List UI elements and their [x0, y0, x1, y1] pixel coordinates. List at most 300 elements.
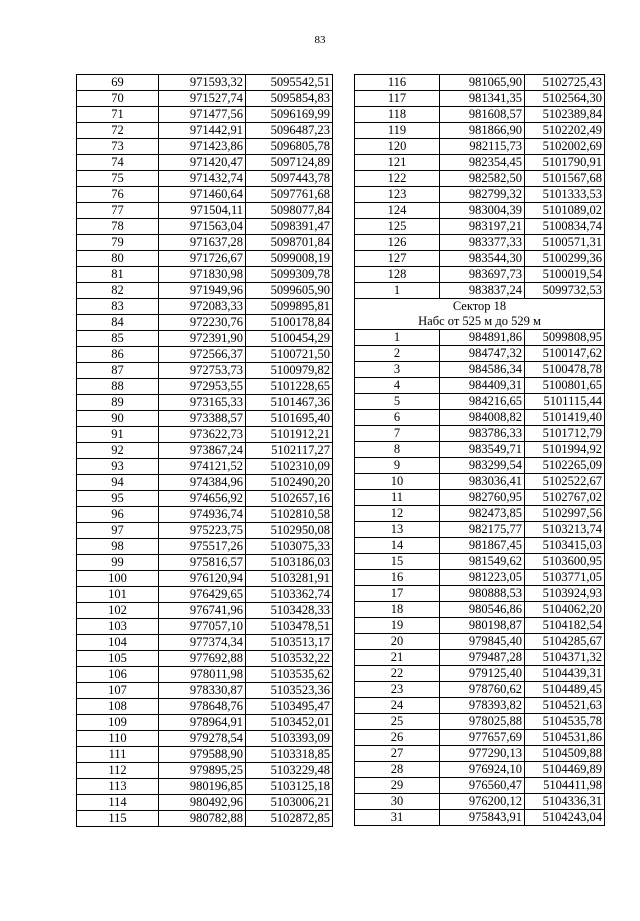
sector-header	[355, 299, 605, 330]
point-number-cell: 72	[77, 123, 159, 139]
x-coordinate-cell: 973165,33	[159, 395, 246, 411]
x-coordinate-cell: 972566,37	[159, 347, 246, 363]
point-number-cell: 113	[77, 779, 159, 795]
y-coordinate-cell: 5098391,47	[246, 219, 333, 235]
y-coordinate-cell: 5103006,21	[246, 795, 333, 811]
point-number-cell: 73	[77, 139, 159, 155]
point-number-cell: 30	[355, 794, 440, 810]
table-row	[355, 362, 605, 378]
point-number-cell: 103	[77, 619, 159, 635]
point-number-cell: 102	[77, 603, 159, 619]
table-row	[355, 474, 605, 490]
y-coordinate-cell: 5102117,27	[246, 443, 333, 459]
table-row	[355, 650, 605, 666]
point-number-cell: 20	[355, 634, 440, 650]
point-number-cell: 90	[77, 411, 159, 427]
x-coordinate-cell: 973388,57	[159, 411, 246, 427]
x-coordinate-cell: 975816,57	[159, 555, 246, 571]
point-number-cell: 94	[77, 475, 159, 491]
point-number-cell: 16	[355, 570, 440, 586]
table-row	[355, 666, 605, 682]
y-coordinate-cell: 5100478,78	[525, 362, 605, 378]
table-row	[77, 267, 333, 283]
point-number-cell: 1	[355, 330, 440, 346]
x-coordinate-cell: 972953,55	[159, 379, 246, 395]
y-coordinate-cell: 5101228,65	[246, 379, 333, 395]
x-coordinate-cell: 978330,87	[159, 683, 246, 699]
y-coordinate-cell: 5103924,93	[525, 586, 605, 602]
point-number-cell: 127	[355, 251, 440, 267]
y-coordinate-cell: 5102202,49	[525, 123, 605, 139]
x-coordinate-cell: 976560,47	[440, 778, 525, 794]
y-coordinate-cell: 5104521,63	[525, 698, 605, 714]
y-coordinate-cell: 5100721,50	[246, 347, 333, 363]
y-coordinate-cell: 5099808,95	[525, 330, 605, 346]
x-coordinate-cell: 978760,62	[440, 682, 525, 698]
y-coordinate-cell: 5104285,67	[525, 634, 605, 650]
x-coordinate-cell: 980888,53	[440, 586, 525, 602]
y-coordinate-cell: 5103478,51	[246, 619, 333, 635]
table-row	[77, 395, 333, 411]
table-row	[77, 763, 333, 779]
table-row	[355, 219, 605, 235]
y-coordinate-cell: 5102657,16	[246, 491, 333, 507]
table-row	[77, 699, 333, 715]
y-coordinate-cell: 5102810,58	[246, 507, 333, 523]
table-row	[77, 347, 333, 363]
y-coordinate-cell: 5103535,62	[246, 667, 333, 683]
y-coordinate-cell: 5103532,22	[246, 651, 333, 667]
x-coordinate-cell: 979125,40	[440, 666, 525, 682]
x-coordinate-cell: 983786,33	[440, 426, 525, 442]
point-number-cell: 95	[77, 491, 159, 507]
y-coordinate-cell: 5099732,53	[525, 283, 605, 299]
table-row	[77, 363, 333, 379]
y-coordinate-cell: 5103362,74	[246, 587, 333, 603]
y-coordinate-cell: 5101419,40	[525, 410, 605, 426]
y-coordinate-cell: 5103428,33	[246, 603, 333, 619]
table-row	[77, 75, 333, 91]
point-number-cell: 25	[355, 714, 440, 730]
point-number-cell: 119	[355, 123, 440, 139]
table-row	[77, 603, 333, 619]
table-row	[77, 107, 333, 123]
y-coordinate-cell: 5104439,31	[525, 666, 605, 682]
y-coordinate-cell: 5103495,47	[246, 699, 333, 715]
point-number-cell: 9	[355, 458, 440, 474]
table-row	[355, 426, 605, 442]
table-row	[77, 731, 333, 747]
y-coordinate-cell: 5103523,36	[246, 683, 333, 699]
point-number-cell: 4	[355, 378, 440, 394]
point-number-cell: 79	[77, 235, 159, 251]
table-row	[77, 443, 333, 459]
table-row	[77, 427, 333, 443]
y-coordinate-cell: 5101790,91	[525, 155, 605, 171]
x-coordinate-cell: 971460,64	[159, 187, 246, 203]
coordinates-table-right-body-after	[355, 330, 605, 826]
point-number-cell: 118	[355, 107, 440, 123]
y-coordinate-cell: 5104243,04	[525, 810, 605, 826]
x-coordinate-cell: 976120,94	[159, 571, 246, 587]
point-number-cell: 12	[355, 506, 440, 522]
table-row	[77, 459, 333, 475]
point-number-cell: 80	[77, 251, 159, 267]
table-row	[355, 554, 605, 570]
x-coordinate-cell: 971563,04	[159, 219, 246, 235]
table-row	[355, 251, 605, 267]
y-coordinate-cell: 5100801,65	[525, 378, 605, 394]
y-coordinate-cell: 5097761,68	[246, 187, 333, 203]
table-row	[355, 570, 605, 586]
point-number-cell: 93	[77, 459, 159, 475]
table-row	[355, 394, 605, 410]
x-coordinate-cell: 977374,34	[159, 635, 246, 651]
x-coordinate-cell: 981867,45	[440, 538, 525, 554]
x-coordinate-cell: 973867,24	[159, 443, 246, 459]
y-coordinate-cell: 5098077,84	[246, 203, 333, 219]
x-coordinate-cell: 979588,90	[159, 747, 246, 763]
table-row	[77, 283, 333, 299]
y-coordinate-cell: 5102265,09	[525, 458, 605, 474]
y-coordinate-cell: 5099895,81	[246, 299, 333, 315]
y-coordinate-cell: 5103229,48	[246, 763, 333, 779]
y-coordinate-cell: 5095854,83	[246, 91, 333, 107]
point-number-cell: 77	[77, 203, 159, 219]
table-row	[355, 187, 605, 203]
table-row	[355, 330, 605, 346]
point-number-cell: 78	[77, 219, 159, 235]
y-coordinate-cell: 5099309,78	[246, 267, 333, 283]
y-coordinate-cell: 5102950,08	[246, 523, 333, 539]
sector-title: Сектор 18	[355, 299, 605, 315]
y-coordinate-cell: 5102522,67	[525, 474, 605, 490]
coordinates-table-right-body-before	[355, 75, 605, 299]
table-row	[355, 618, 605, 634]
y-coordinate-cell: 5101089,02	[525, 203, 605, 219]
x-coordinate-cell: 983549,71	[440, 442, 525, 458]
table-row	[355, 283, 605, 299]
x-coordinate-cell: 974656,92	[159, 491, 246, 507]
table-row	[77, 571, 333, 587]
page-number: 83	[314, 34, 326, 46]
y-coordinate-cell: 5103452,01	[246, 715, 333, 731]
point-number-cell: 106	[77, 667, 159, 683]
x-coordinate-cell: 981866,90	[440, 123, 525, 139]
coordinates-table-right	[354, 74, 605, 826]
x-coordinate-cell: 975223,75	[159, 523, 246, 539]
table-row	[77, 683, 333, 699]
point-number-cell: 6	[355, 410, 440, 426]
y-coordinate-cell: 5100834,74	[525, 219, 605, 235]
table-row	[355, 171, 605, 187]
y-coordinate-cell: 5104411,98	[525, 778, 605, 794]
x-coordinate-cell: 983197,21	[440, 219, 525, 235]
x-coordinate-cell: 971593,32	[159, 75, 246, 91]
point-number-cell: 5	[355, 394, 440, 410]
point-number-cell: 110	[77, 731, 159, 747]
x-coordinate-cell: 979278,54	[159, 731, 246, 747]
point-number-cell: 108	[77, 699, 159, 715]
x-coordinate-cell: 979487,28	[440, 650, 525, 666]
x-coordinate-cell: 977692,88	[159, 651, 246, 667]
point-number-cell: 11	[355, 490, 440, 506]
x-coordinate-cell: 983697,73	[440, 267, 525, 283]
point-number-cell: 22	[355, 666, 440, 682]
y-coordinate-cell: 5103393,09	[246, 731, 333, 747]
x-coordinate-cell: 981608,57	[440, 107, 525, 123]
x-coordinate-cell: 978393,82	[440, 698, 525, 714]
table-row	[77, 139, 333, 155]
y-coordinate-cell: 5100979,82	[246, 363, 333, 379]
coordinates-table-left	[76, 74, 333, 827]
point-number-cell: 96	[77, 507, 159, 523]
point-number-cell: 89	[77, 395, 159, 411]
table-row	[77, 747, 333, 763]
table-row	[77, 411, 333, 427]
table-row	[355, 267, 605, 283]
x-coordinate-cell: 979895,25	[159, 763, 246, 779]
table-row	[355, 682, 605, 698]
y-coordinate-cell: 5104535,78	[525, 714, 605, 730]
y-coordinate-cell: 5096805,78	[246, 139, 333, 155]
y-coordinate-cell: 5103186,03	[246, 555, 333, 571]
x-coordinate-cell: 984008,82	[440, 410, 525, 426]
y-coordinate-cell: 5103075,33	[246, 539, 333, 555]
point-number-cell: 85	[77, 331, 159, 347]
y-coordinate-cell: 5102872,85	[246, 811, 333, 827]
y-coordinate-cell: 5103600,95	[525, 554, 605, 570]
point-number-cell: 74	[77, 155, 159, 171]
x-coordinate-cell: 981065,90	[440, 75, 525, 91]
table-row	[355, 442, 605, 458]
point-number-cell: 114	[77, 795, 159, 811]
x-coordinate-cell: 973622,73	[159, 427, 246, 443]
table-row	[77, 523, 333, 539]
table-row	[355, 235, 605, 251]
x-coordinate-cell: 980546,86	[440, 602, 525, 618]
table-row	[77, 779, 333, 795]
point-number-cell: 128	[355, 267, 440, 283]
y-coordinate-cell: 5102389,84	[525, 107, 605, 123]
point-number-cell: 120	[355, 139, 440, 155]
x-coordinate-cell: 982354,45	[440, 155, 525, 171]
point-number-cell: 3	[355, 362, 440, 378]
table-row	[355, 794, 605, 810]
table-row	[77, 315, 333, 331]
y-coordinate-cell: 5097124,89	[246, 155, 333, 171]
x-coordinate-cell: 971637,28	[159, 235, 246, 251]
x-coordinate-cell: 971432,74	[159, 171, 246, 187]
x-coordinate-cell: 984891,86	[440, 330, 525, 346]
table-row	[77, 539, 333, 555]
table-row	[77, 507, 333, 523]
y-coordinate-cell: 5103318,85	[246, 747, 333, 763]
y-coordinate-cell: 5101712,79	[525, 426, 605, 442]
table-row	[77, 475, 333, 491]
x-coordinate-cell: 976741,96	[159, 603, 246, 619]
x-coordinate-cell: 984747,32	[440, 346, 525, 362]
point-number-cell: 126	[355, 235, 440, 251]
x-coordinate-cell: 976200,12	[440, 794, 525, 810]
point-number-cell: 15	[355, 554, 440, 570]
y-coordinate-cell: 5104182,54	[525, 618, 605, 634]
point-number-cell: 21	[355, 650, 440, 666]
y-coordinate-cell: 5103125,18	[246, 779, 333, 795]
x-coordinate-cell: 983036,41	[440, 474, 525, 490]
x-coordinate-cell: 971477,56	[159, 107, 246, 123]
table-row	[77, 491, 333, 507]
table-row	[355, 139, 605, 155]
y-coordinate-cell: 5101695,40	[246, 411, 333, 427]
point-number-cell: 23	[355, 682, 440, 698]
table-row	[355, 762, 605, 778]
x-coordinate-cell: 980492,96	[159, 795, 246, 811]
point-number-cell: 70	[77, 91, 159, 107]
point-number-cell: 92	[77, 443, 159, 459]
point-number-cell: 17	[355, 586, 440, 602]
y-coordinate-cell: 5104336,31	[525, 794, 605, 810]
y-coordinate-cell: 5102490,20	[246, 475, 333, 491]
y-coordinate-cell: 5100019,54	[525, 267, 605, 283]
point-number-cell: 112	[77, 763, 159, 779]
point-number-cell: 18	[355, 602, 440, 618]
x-coordinate-cell: 982799,32	[440, 187, 525, 203]
point-number-cell: 88	[77, 379, 159, 395]
y-coordinate-cell: 5102002,69	[525, 139, 605, 155]
table-row	[77, 379, 333, 395]
point-number-cell: 100	[77, 571, 159, 587]
table-row	[355, 778, 605, 794]
x-coordinate-cell: 980196,85	[159, 779, 246, 795]
x-coordinate-cell: 972230,76	[159, 315, 246, 331]
y-coordinate-cell: 5100178,84	[246, 315, 333, 331]
x-coordinate-cell: 982760,95	[440, 490, 525, 506]
y-coordinate-cell: 5104469,89	[525, 762, 605, 778]
y-coordinate-cell: 5103513,17	[246, 635, 333, 651]
x-coordinate-cell: 972083,33	[159, 299, 246, 315]
y-coordinate-cell: 5100299,36	[525, 251, 605, 267]
point-number-cell: 84	[77, 315, 159, 331]
x-coordinate-cell: 977290,13	[440, 746, 525, 762]
point-number-cell: 101	[77, 587, 159, 603]
point-number-cell: 71	[77, 107, 159, 123]
sector-title-row	[355, 299, 605, 315]
table-row	[77, 91, 333, 107]
table-row	[77, 715, 333, 731]
x-coordinate-cell: 978025,88	[440, 714, 525, 730]
x-coordinate-cell: 974936,74	[159, 507, 246, 523]
point-number-cell: 7	[355, 426, 440, 442]
x-coordinate-cell: 983377,33	[440, 235, 525, 251]
table-row	[77, 187, 333, 203]
x-coordinate-cell: 976429,65	[159, 587, 246, 603]
x-coordinate-cell: 974121,52	[159, 459, 246, 475]
x-coordinate-cell: 980782,88	[159, 811, 246, 827]
table-row	[77, 219, 333, 235]
x-coordinate-cell: 983004,39	[440, 203, 525, 219]
x-coordinate-cell: 984586,34	[440, 362, 525, 378]
x-coordinate-cell: 982175,77	[440, 522, 525, 538]
sector-subtitle-row	[355, 314, 605, 330]
y-coordinate-cell: 5104489,45	[525, 682, 605, 698]
point-number-cell: 75	[77, 171, 159, 187]
point-number-cell: 125	[355, 219, 440, 235]
point-number-cell: 124	[355, 203, 440, 219]
y-coordinate-cell: 5100454,29	[246, 331, 333, 347]
x-coordinate-cell: 972753,73	[159, 363, 246, 379]
table-row	[77, 651, 333, 667]
point-number-cell: 13	[355, 522, 440, 538]
x-coordinate-cell: 981223,05	[440, 570, 525, 586]
table-row	[77, 587, 333, 603]
table-row	[77, 635, 333, 651]
table-row	[355, 746, 605, 762]
point-number-cell: 69	[77, 75, 159, 91]
table-row	[355, 698, 605, 714]
table-row	[355, 634, 605, 650]
x-coordinate-cell: 971423,86	[159, 139, 246, 155]
table-row	[77, 667, 333, 683]
table-row	[77, 619, 333, 635]
table-row	[77, 171, 333, 187]
x-coordinate-cell: 976924,10	[440, 762, 525, 778]
x-coordinate-cell: 978011,98	[159, 667, 246, 683]
table-row	[355, 458, 605, 474]
point-number-cell: 111	[77, 747, 159, 763]
y-coordinate-cell: 5096169,99	[246, 107, 333, 123]
table-row	[355, 730, 605, 746]
y-coordinate-cell: 5104509,88	[525, 746, 605, 762]
point-number-cell: 109	[77, 715, 159, 731]
x-coordinate-cell: 972391,90	[159, 331, 246, 347]
x-coordinate-cell: 971527,74	[159, 91, 246, 107]
point-number-cell: 83	[77, 299, 159, 315]
x-coordinate-cell: 978648,76	[159, 699, 246, 715]
point-number-cell: 29	[355, 778, 440, 794]
point-number-cell: 116	[355, 75, 440, 91]
x-coordinate-cell: 982582,50	[440, 171, 525, 187]
x-coordinate-cell: 983299,54	[440, 458, 525, 474]
table-row	[77, 555, 333, 571]
table-row	[355, 490, 605, 506]
point-number-cell: 86	[77, 347, 159, 363]
table-row	[77, 331, 333, 347]
table-row	[355, 123, 605, 139]
y-coordinate-cell: 5096487,23	[246, 123, 333, 139]
y-coordinate-cell: 5103281,91	[246, 571, 333, 587]
x-coordinate-cell: 974384,96	[159, 475, 246, 491]
y-coordinate-cell: 5095542,51	[246, 75, 333, 91]
point-number-cell: 81	[77, 267, 159, 283]
y-coordinate-cell: 5103213,74	[525, 522, 605, 538]
point-number-cell: 82	[77, 283, 159, 299]
y-coordinate-cell: 5102725,43	[525, 75, 605, 91]
table-row	[77, 123, 333, 139]
point-number-cell: 104	[77, 635, 159, 651]
x-coordinate-cell: 971442,91	[159, 123, 246, 139]
y-coordinate-cell: 5103415,03	[525, 538, 605, 554]
table-row	[355, 410, 605, 426]
point-number-cell: 122	[355, 171, 440, 187]
y-coordinate-cell: 5102564,30	[525, 91, 605, 107]
point-number-cell: 26	[355, 730, 440, 746]
table-row	[355, 107, 605, 123]
table-row	[355, 602, 605, 618]
table-row	[355, 346, 605, 362]
y-coordinate-cell: 5099008,19	[246, 251, 333, 267]
table-row	[77, 155, 333, 171]
